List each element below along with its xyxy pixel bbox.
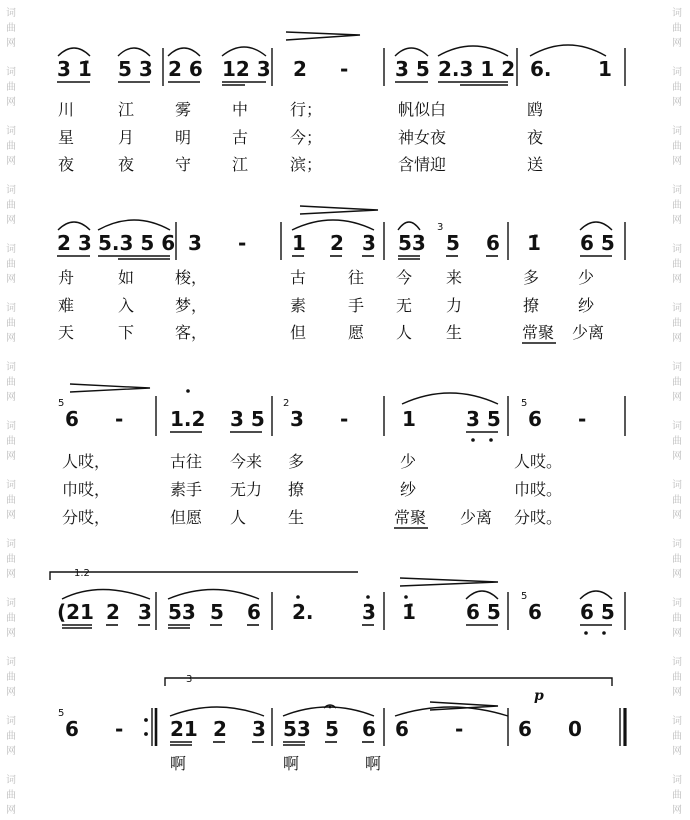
slurs-row-4 [62, 578, 612, 599]
note-group: 2 [106, 600, 120, 624]
watermark-char: 词 [6, 539, 16, 550]
watermark-char: 网 [6, 687, 16, 698]
note-group: 6 [65, 717, 79, 741]
note-group: 53 [398, 231, 426, 255]
lyric: 多 [288, 452, 305, 471]
watermark-char: 网 [672, 274, 682, 285]
note-group: 1 [402, 407, 416, 431]
lyric: 帆似白 [398, 100, 447, 119]
watermark-char: 曲 [6, 200, 16, 211]
watermark-char: 曲 [6, 141, 16, 152]
note-group: - [578, 407, 587, 431]
watermark-char: 曲 [672, 23, 682, 34]
note-group: 2 [213, 717, 227, 741]
watermark-char: 曲 [672, 82, 682, 93]
barlines-row-5 [152, 708, 625, 746]
note-group: 6 [395, 717, 409, 741]
lyric: 难 [58, 296, 75, 315]
watermark-char: 词 [6, 598, 16, 609]
lyric: 素手 [290, 296, 407, 315]
dots-row-4 [296, 595, 606, 635]
repeat-dots [144, 718, 148, 736]
volta-bracket [50, 572, 358, 580]
watermark-char: 网 [6, 274, 16, 285]
lyric: 啊 [170, 754, 187, 773]
beams-row-1 [57, 82, 508, 85]
lyric: 巾哎。 [514, 480, 563, 499]
lyric: 啊 [365, 754, 382, 773]
grace-note: 5 [521, 591, 528, 602]
note-group: 5 3 [118, 57, 153, 81]
watermark-char: 网 [672, 805, 682, 816]
watermark-char: 词 [6, 303, 16, 314]
note-group: 2 3 [57, 231, 92, 255]
note-group: 6 5 [580, 231, 615, 255]
lyric-underlined: 常聚 [394, 508, 427, 527]
watermark-char: 网 [672, 38, 682, 49]
dynamic-mark: p [534, 688, 544, 704]
watermark-char: 网 [6, 746, 16, 757]
note-group: 1 [292, 231, 306, 255]
note-group: 53 [283, 717, 311, 741]
watermark-char: 网 [672, 746, 682, 757]
watermark-char: 词 [6, 8, 16, 19]
watermark-char: 曲 [672, 613, 682, 624]
lyric: 纱 [578, 296, 595, 315]
watermark-char: 曲 [672, 790, 682, 801]
watermark-char: 词 [6, 362, 16, 373]
watermark-char: 网 [6, 805, 16, 816]
lyric: 今； [290, 128, 323, 147]
lyric: 素手 [170, 480, 203, 499]
watermark-char: 词 [6, 480, 16, 491]
note-group: 3 5 [395, 57, 430, 81]
dots-row-3 [186, 389, 493, 442]
lyric: 中 [232, 100, 249, 119]
watermark-char: 词 [672, 716, 682, 727]
lyric: 纱 [400, 480, 417, 499]
watermark-char: 词 [672, 539, 682, 550]
watermark-char: 曲 [6, 259, 16, 270]
beams-row-2 [57, 256, 612, 259]
lyric: 生 [288, 508, 305, 527]
lyric: 天 [58, 323, 75, 342]
note-group: 3 1̇ [57, 57, 92, 81]
lyric: 守 [175, 155, 192, 174]
watermark-char: 曲 [672, 731, 682, 742]
note-group: 1 [598, 57, 612, 81]
watermark-char: 网 [6, 215, 16, 226]
watermark-char: 曲 [6, 731, 16, 742]
note-group: 2 6 [168, 57, 203, 81]
watermark-char: 曲 [672, 495, 682, 506]
lyric: 今来 [396, 268, 497, 287]
lyric: 夜 [58, 155, 75, 174]
lyric: 夜 [118, 155, 135, 174]
lyric: 月 [118, 128, 135, 147]
note-group: - [238, 231, 247, 255]
slurs-row-1 [58, 32, 606, 56]
watermark-char: 曲 [672, 436, 682, 447]
note-group: - [340, 57, 349, 81]
note-group: 2. [292, 600, 314, 624]
barlines-row-1 [163, 48, 625, 86]
watermark-char: 曲 [6, 790, 16, 801]
note-group: - [115, 717, 124, 741]
watermark-char: 词 [6, 716, 16, 727]
lyric: 今来 [230, 452, 263, 471]
note-group: 3 [252, 717, 266, 741]
watermark-char: 词 [6, 67, 16, 78]
note-group: 12 3 [222, 57, 271, 81]
note-group: 6 [362, 717, 376, 741]
note-group: 3 [362, 231, 376, 255]
watermark-char: 词 [672, 8, 682, 19]
lyric: 星 [58, 128, 75, 147]
note-group: - [340, 407, 349, 431]
lyric: 夜 [527, 128, 544, 147]
note-group: 5 [210, 600, 224, 624]
note-group: - [455, 717, 464, 741]
slurs-row-2 [58, 206, 612, 230]
lyric: 无力 [230, 480, 263, 499]
note-group: 6 [528, 407, 542, 431]
lyric: 少 [578, 268, 595, 287]
lyric: 人哎。 [514, 452, 563, 471]
watermark-char: 曲 [6, 672, 16, 683]
note-group: 6 5 [580, 600, 615, 624]
barlines-row-4 [156, 592, 625, 630]
watermark-char: 网 [672, 510, 682, 521]
lyric-underlined: 常聚 [522, 323, 555, 342]
watermark-char: 词 [6, 775, 16, 786]
lyric: 撩 [288, 480, 305, 499]
lyric: 入 [118, 296, 135, 315]
note-group: 6. [530, 57, 552, 81]
lyric: 江 [232, 155, 249, 174]
watermark-char: 曲 [672, 200, 682, 211]
note-group: 0 [568, 717, 582, 741]
lyric: 多 [523, 268, 540, 287]
note-group: 6 [65, 407, 79, 431]
watermark-char: 网 [6, 333, 16, 344]
lyric: 客， [175, 323, 208, 342]
lyric: 舟 [58, 268, 75, 287]
watermark-char: 曲 [672, 259, 682, 270]
watermark-char: 词 [672, 362, 682, 373]
watermark-char: 曲 [6, 82, 16, 93]
watermark-char: 词 [6, 185, 16, 196]
lyric: 无力 [396, 296, 497, 315]
lyric: 人哎， [62, 452, 111, 471]
watermark-char: 曲 [6, 436, 16, 447]
fermata-dot [329, 706, 332, 709]
watermark-char: 词 [6, 126, 16, 137]
watermark-char: 曲 [6, 318, 16, 329]
lyric: 如 [118, 268, 135, 287]
volta-label: 1.2 [74, 568, 90, 579]
lyric: 滨； [290, 155, 323, 174]
watermark-char: 曲 [672, 318, 682, 329]
grace-note: 2 [283, 398, 290, 409]
lyric: 分哎， [62, 508, 111, 527]
lyric: 雾 [175, 100, 192, 119]
watermark-char: 曲 [672, 141, 682, 152]
lyric: 明 [175, 128, 192, 147]
lyric: 古往 [170, 452, 203, 471]
lyric: 梦， [175, 296, 208, 315]
slurs-row-5 [170, 702, 508, 716]
watermark-char: 词 [672, 126, 682, 137]
note-group: 6 [518, 717, 532, 741]
lyric: 川 [58, 100, 75, 119]
note-group: 1̇ [527, 231, 541, 255]
watermark-char: 网 [672, 97, 682, 108]
watermark-char: 网 [6, 451, 16, 462]
watermark-char: 词 [6, 657, 16, 668]
watermark-char: 网 [672, 215, 682, 226]
note-group: 3 5 [466, 407, 501, 431]
lyric: 人 [230, 508, 247, 527]
watermark-char: 词 [672, 67, 682, 78]
watermark-char: 网 [6, 392, 16, 403]
watermark-char: 词 [672, 598, 682, 609]
lyric: 少离 [460, 508, 493, 527]
watermark-char: 词 [672, 244, 682, 255]
watermark-char: 曲 [6, 495, 16, 506]
lyric: 少离 [572, 323, 605, 342]
lyric: 鸥 [527, 100, 544, 119]
watermark-char: 曲 [672, 672, 682, 683]
lyric: 含情迎 [398, 155, 447, 174]
note-group: 1̇ [402, 600, 416, 624]
note-group: 21 [170, 717, 198, 741]
note-group: 3 5 [230, 407, 265, 431]
lyric: 古 [232, 128, 249, 147]
note-group: 2 [293, 57, 307, 81]
lyric: 下 [118, 323, 135, 342]
slurs-row-3 [70, 384, 498, 404]
watermark-char: 网 [672, 687, 682, 698]
lyric: 分哎。 [514, 508, 563, 527]
watermark-char: 网 [672, 451, 682, 462]
watermark-char: 网 [6, 569, 16, 580]
lyric: 啊 [283, 754, 300, 773]
lyric: 人生 [396, 323, 497, 342]
watermark-char: 网 [6, 510, 16, 521]
note-group: - [115, 407, 124, 431]
watermark-char: 网 [672, 569, 682, 580]
watermark-char: 词 [672, 480, 682, 491]
grace-note: 5 [58, 398, 65, 409]
note-group: 6 [486, 231, 500, 255]
lyric: 但愿 [170, 508, 203, 527]
watermark-char: 网 [6, 156, 16, 167]
lyric: 但愿 [290, 323, 407, 342]
triplet-bracket [165, 678, 612, 686]
note-group: 6 [528, 600, 542, 624]
lyric: 行； [290, 100, 323, 119]
lyric: 梭， [175, 268, 208, 287]
watermark-char: 词 [672, 657, 682, 668]
note-group: (21 [57, 600, 94, 624]
grace-note: 5 [58, 708, 65, 719]
note-group: 3 [362, 600, 376, 624]
note-group: 6 5 [466, 600, 501, 624]
watermark-char: 词 [672, 775, 682, 786]
lyric: 江 [118, 100, 135, 119]
beams-row-4 [62, 625, 612, 628]
watermark-char: 网 [672, 156, 682, 167]
note-group: 3 [290, 407, 304, 431]
watermark-char: 网 [672, 628, 682, 639]
watermark-char: 网 [672, 392, 682, 403]
note-group: 2.3 1 2 [438, 57, 516, 81]
grace-note: 5 [521, 398, 528, 409]
lyric: 古往 [290, 268, 407, 287]
watermark-char: 曲 [672, 554, 682, 565]
watermark-char: 词 [6, 421, 16, 432]
watermark-char: 词 [672, 185, 682, 196]
note-group: 53 [168, 600, 196, 624]
watermark-char: 曲 [6, 377, 16, 388]
grace-note: 3 [437, 222, 444, 233]
lyric: 少 [400, 452, 417, 471]
note-group: 3 [138, 600, 152, 624]
note-group: 3 [188, 231, 202, 255]
watermark-char: 词 [672, 421, 682, 432]
watermark-char: 网 [672, 333, 682, 344]
watermark-char: 曲 [6, 554, 16, 565]
note-group: 6 [247, 600, 261, 624]
watermark-char: 曲 [6, 23, 16, 34]
watermark-char: 网 [6, 628, 16, 639]
watermark-char: 曲 [6, 613, 16, 624]
lyric: 巾哎， [62, 480, 111, 499]
lyric: 送 [527, 155, 544, 174]
note-group: 5.3 5 6 [98, 231, 176, 255]
watermark-char: 词 [672, 303, 682, 314]
lyric: 撩 [523, 296, 540, 315]
note-group: 5 [446, 231, 460, 255]
lyric: 神女夜 [398, 128, 447, 147]
watermark-char: 网 [6, 97, 16, 108]
watermark-char: 词 [6, 244, 16, 255]
watermark-char: 网 [6, 38, 16, 49]
barlines-row-3 [156, 396, 625, 436]
note-group: 5 [325, 717, 339, 741]
triplet-label: 3 [186, 674, 193, 685]
note-group: 2 [330, 231, 344, 255]
watermark-char: 曲 [672, 377, 682, 388]
note-group: 1.2 [170, 407, 206, 431]
